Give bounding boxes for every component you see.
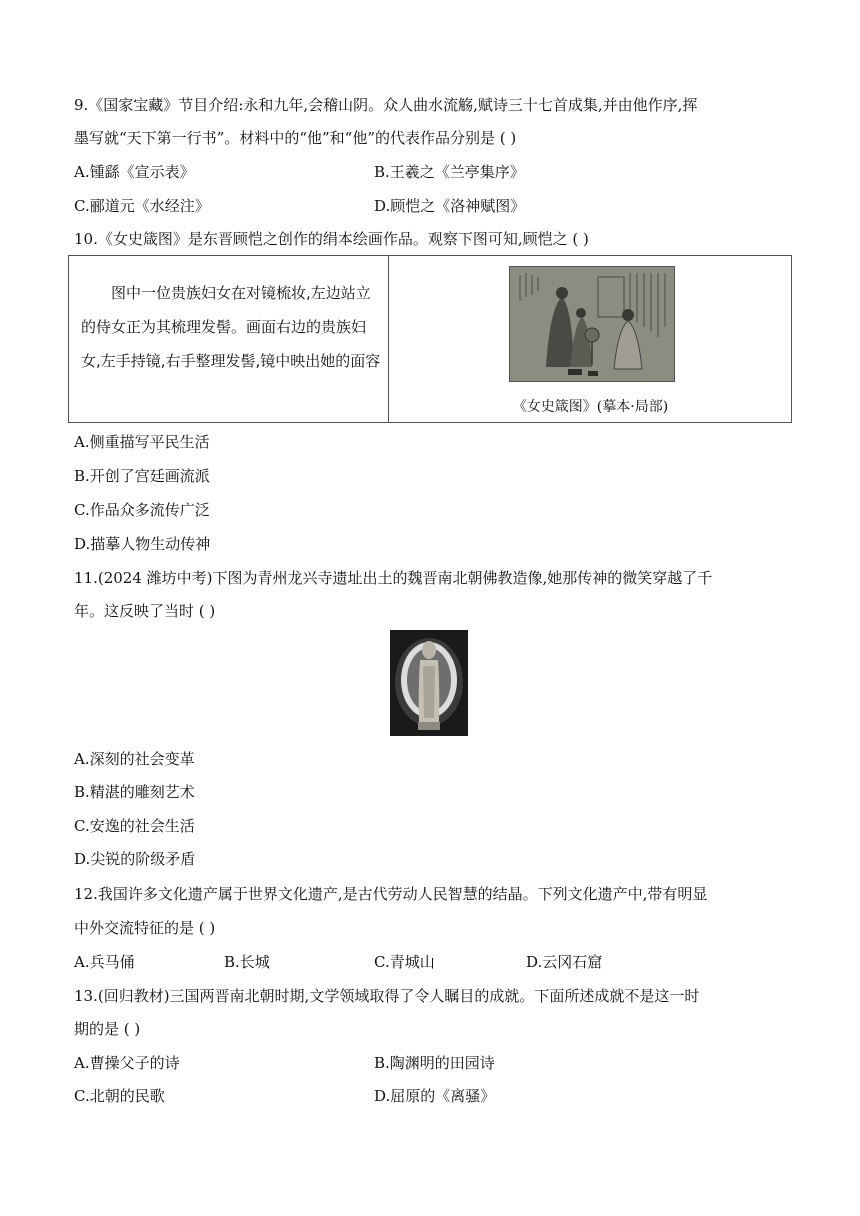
q10-option-a: A.侧重描写平民生活 <box>74 433 210 451</box>
q12-stem-line1: 12.我国许多文化遗产属于世界文化遗产,是古代劳动人民智慧的结晶。下列文化遗产中,带有明显 <box>74 885 708 903</box>
q9-stem-line1: 9.《国家宝藏》节目介绍:永和九年,会稽山阴。众人曲水流觞,赋诗三十七首成集,并由他作序,挥 <box>74 96 698 114</box>
q9-option-b: B.王羲之《兰亭集序》 <box>374 163 525 181</box>
q10-option-b: B.开创了宫廷画流派 <box>74 467 210 485</box>
q11-stem-line2: 年。这反映了当时 ( ) <box>74 602 216 620</box>
q12-option-b: B.长城 <box>224 953 270 971</box>
q12-option-c: C.青城山 <box>374 953 435 971</box>
q13-option-b: B.陶渊明的田园诗 <box>374 1054 495 1072</box>
q13-option-d: D.屈原的《离骚》 <box>374 1087 496 1105</box>
painting-caption: 《女史箴图》(摹本·局部) <box>512 399 669 415</box>
painting-illustration <box>510 267 674 381</box>
q10-option-c: C.作品众多流传广泛 <box>74 501 210 519</box>
q10-option-d: D.描摹人物生动传神 <box>74 535 211 553</box>
q13-option-a: A.曹操父子的诗 <box>74 1054 180 1072</box>
q13-stem-line2: 期的是 ( ) <box>74 1020 141 1038</box>
q11-option-b: B.精湛的雕刻艺术 <box>74 783 195 801</box>
q11-option-c: C.安逸的社会生活 <box>74 817 195 835</box>
q9-option-c: C.郦道元《水经注》 <box>74 197 210 215</box>
painting-image <box>509 266 675 382</box>
buddha-statue-image <box>390 630 468 736</box>
q9-option-a: A.锺繇《宣示表》 <box>74 163 195 181</box>
q12-option-a: A.兵马俑 <box>74 953 135 971</box>
statue-illustration <box>390 630 468 736</box>
q13-stem-line1: 13.(回归教材)三国两晋南北朝时期,文学领域取得了令人瞩目的成就。下面所述成就不是这一时 <box>74 987 700 1005</box>
q13-option-c: C.北朝的民歌 <box>74 1087 165 1105</box>
q10-material-table <box>68 255 792 423</box>
q11-stem-line1: 11.(2024 潍坊中考)下图为青州龙兴寺遗址出土的魏晋南北朝佛教造像,她那传神的微笑穿越了千 <box>74 569 713 587</box>
q12-stem-line2: 中外交流特征的是 ( ) <box>74 919 216 937</box>
q11-option-d: D.尖锐的阶级矛盾 <box>74 850 196 868</box>
q10-description: 图中一位贵族妇女在对镜梳妆,左边站立的侍女正为其梳理发髻。画面右边的贵族妇女,左手持镜,右手整理发髻,镜中映出她的面容 <box>81 284 381 370</box>
q9-stem-line2: 墨写就“天下第一行书”。材料中的“他”和“他”的代表作品分别是 ( ) <box>74 129 517 147</box>
q10-stem: 10.《女史箴图》是东晋顾恺之创作的绢本绘画作品。观察下图可知,顾恺之 ( ) <box>74 230 589 248</box>
q11-option-a: A.深刻的社会变革 <box>74 750 195 768</box>
q9-option-d: D.顾恺之《洛神赋图》 <box>374 197 526 215</box>
q12-option-d: D.云冈石窟 <box>526 953 603 971</box>
